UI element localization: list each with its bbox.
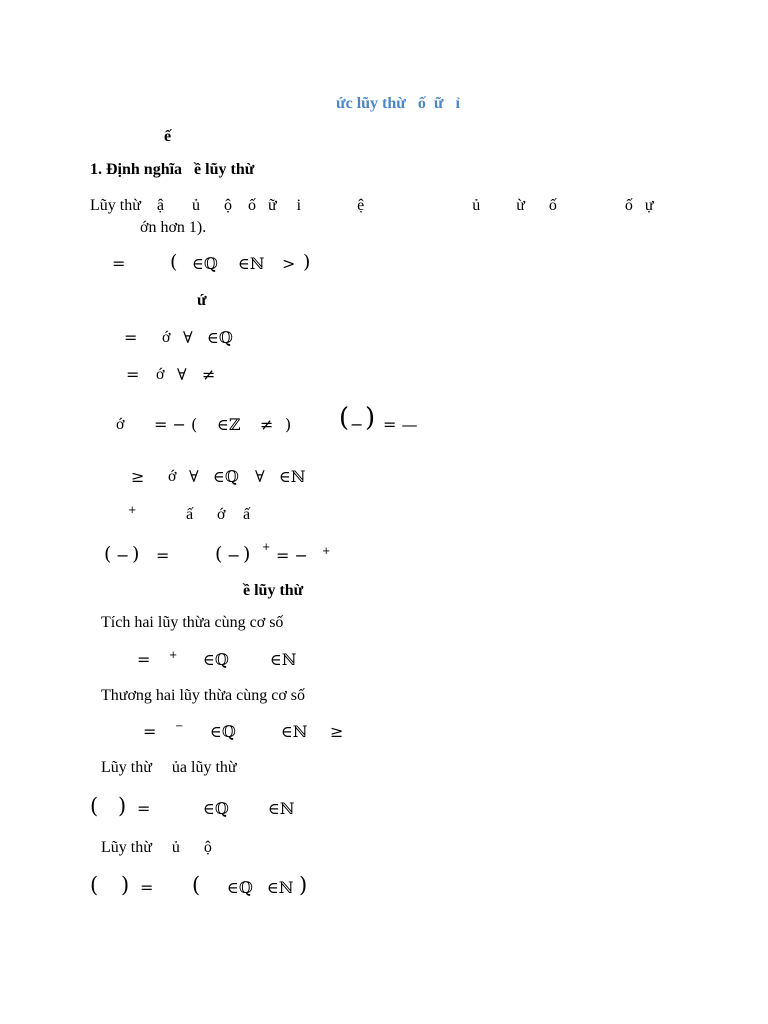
formula-greater: > bbox=[282, 254, 296, 273]
rule6-open-paren-2: ( bbox=[215, 543, 223, 565]
definition-paragraph-line1: Lũy thừ ậ ủ ộ ố ữ i ệ ủ ừ ố ố ự bbox=[90, 197, 654, 214]
rule1-word: ớ bbox=[162, 329, 171, 346]
rule6-equals-minus: = − bbox=[276, 546, 308, 565]
prop3-in-n: ∈ℕ bbox=[268, 799, 295, 818]
prop3-in-q: ∈ℚ bbox=[203, 799, 229, 818]
prop3-equals: = bbox=[137, 799, 151, 818]
section-heading-properties: ề lũy thừ bbox=[243, 582, 304, 599]
prop2-geq: ≥ bbox=[330, 722, 344, 741]
formula-close-paren: ) bbox=[303, 251, 311, 273]
property2-label: Thương hai lũy thừa cùng cơ số bbox=[101, 687, 306, 704]
prop2-minus: − bbox=[175, 721, 184, 732]
rule3-big-open-paren: ( bbox=[339, 403, 350, 433]
prop4-open-paren-2: ( bbox=[192, 873, 201, 897]
rule5-word-1: ấ bbox=[186, 506, 194, 523]
formula-equals: = bbox=[112, 254, 126, 273]
rule1-equals: = bbox=[124, 328, 138, 347]
rule6-equals: = bbox=[156, 546, 170, 565]
section-heading-definition: 1. Định nghĩa ề lũy thừ bbox=[90, 161, 255, 178]
rule5-plus: + bbox=[128, 505, 137, 516]
note-label: ứ bbox=[197, 292, 207, 309]
prop4-in-q: ∈ℚ bbox=[227, 878, 253, 897]
prop4-equals: = bbox=[140, 878, 154, 897]
prop1-equals: = bbox=[137, 650, 151, 669]
rule6-minus-1: − bbox=[116, 546, 130, 565]
rule4-word: ớ bbox=[168, 468, 177, 485]
rule6-open-paren-1: ( bbox=[104, 543, 112, 565]
prop2-in-q: ∈ℚ bbox=[210, 722, 236, 741]
rule3-equals-fraction: = — bbox=[383, 415, 418, 434]
rule4-in-q: ∈ℚ bbox=[213, 467, 239, 486]
formula-in-q: ∈ℚ bbox=[192, 254, 218, 273]
rule6-close-paren-1: ) bbox=[132, 543, 140, 565]
prop3-open-paren: ( bbox=[90, 794, 99, 818]
rule6-minus-2: − bbox=[227, 546, 241, 565]
definition-paragraph-line2: ớn hơn 1). bbox=[140, 219, 207, 236]
prop1-in-n: ∈ℕ bbox=[270, 650, 297, 669]
formula-in-n: ∈ℕ bbox=[238, 254, 265, 273]
rule3-in-z: ∈ℤ bbox=[217, 415, 241, 434]
rule2-forall: ∀ bbox=[177, 365, 187, 384]
rule3-equals-minus: = − ( bbox=[154, 415, 198, 434]
prop4-in-n: ∈ℕ bbox=[267, 878, 294, 897]
rule6-plus-2: + bbox=[322, 546, 331, 557]
rule4-geq: ≥ bbox=[131, 467, 145, 486]
rule5-word-3: ấ bbox=[243, 506, 251, 523]
prop4-close-paren: ) bbox=[121, 873, 130, 897]
rule2-word: ớ bbox=[156, 366, 165, 383]
rule4-forall-2: ∀ bbox=[255, 467, 265, 486]
rule3-minus: − bbox=[350, 415, 364, 434]
prop4-close-paren-2: ) bbox=[299, 873, 308, 897]
document-subtitle: ế bbox=[164, 128, 172, 145]
rule3-word: ớ bbox=[116, 416, 125, 433]
rule3-big-close-paren: ) bbox=[365, 403, 376, 433]
document-title: ức lũy thừ ố ữ ỉ bbox=[336, 95, 460, 112]
prop1-plus: + bbox=[169, 650, 178, 661]
rule6-close-paren-2: ) bbox=[243, 543, 251, 565]
prop2-equals: = bbox=[143, 722, 157, 741]
rule4-in-n: ∈ℕ bbox=[279, 467, 306, 486]
formula-open-paren: ( bbox=[170, 251, 178, 273]
property1-label: Tích hai lũy thừa cùng cơ số bbox=[101, 614, 284, 631]
rule2-not-equal: ≠ bbox=[202, 365, 216, 384]
prop4-open-paren: ( bbox=[90, 873, 99, 897]
rule2-equals: = bbox=[126, 365, 140, 384]
prop1-in-q: ∈ℚ bbox=[203, 650, 229, 669]
rule5-word-2: ớ bbox=[217, 506, 226, 523]
rule4-forall-1: ∀ bbox=[189, 467, 199, 486]
rule3-not-equal: ≠ bbox=[260, 415, 274, 434]
property4-label: Lũy thừ ủ ộ bbox=[101, 839, 212, 856]
prop3-close-paren: ) bbox=[118, 794, 127, 818]
property3-label: Lũy thừ ủa lũy thừ bbox=[101, 759, 237, 776]
rule3-close-paren: ) bbox=[285, 415, 292, 434]
prop2-in-n: ∈ℕ bbox=[281, 722, 308, 741]
rule1-in-q: ∈ℚ bbox=[207, 328, 233, 347]
rule6-plus-1: + bbox=[262, 542, 271, 553]
rule1-forall: ∀ bbox=[183, 328, 193, 347]
